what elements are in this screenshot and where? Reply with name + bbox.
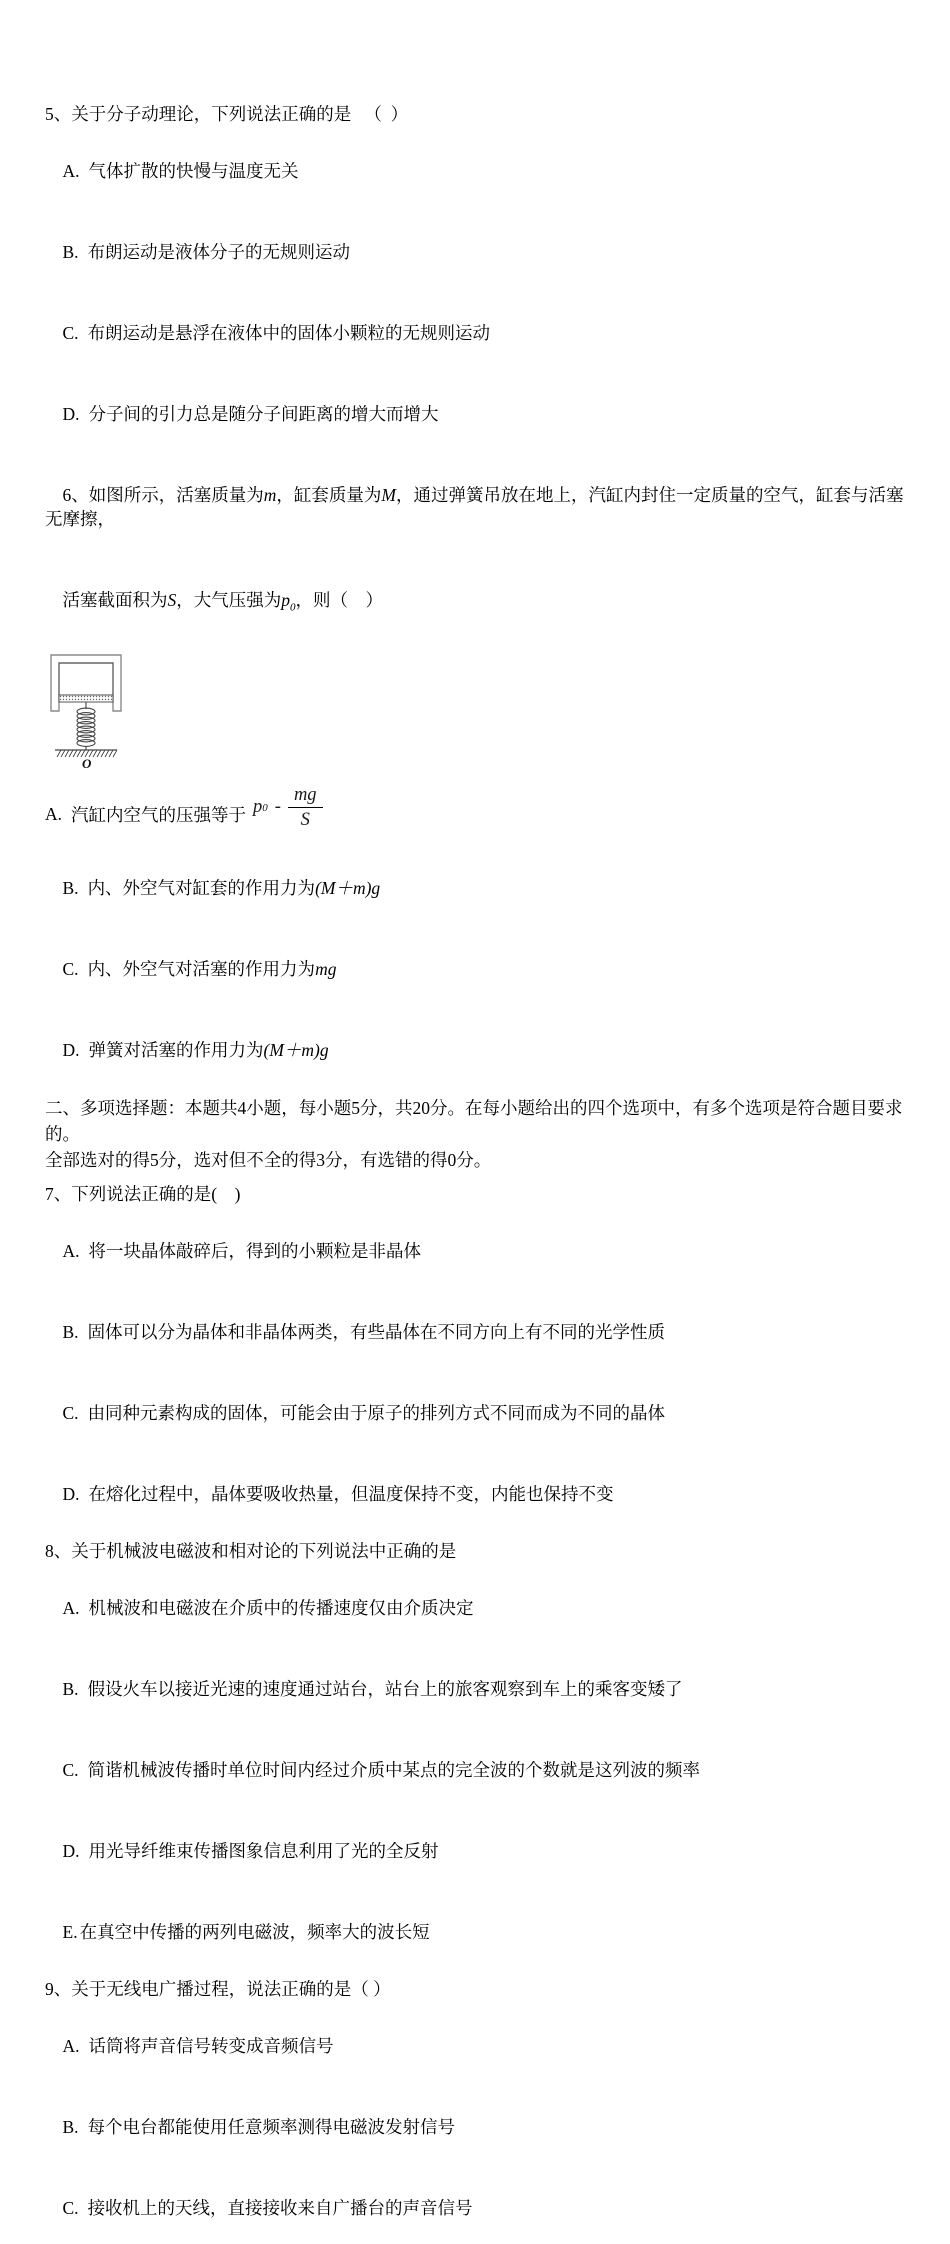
- option-text: 由同种元素构成的固体，可能会由于原子的排列方式不同而成为不同的晶体: [87, 1402, 666, 1423]
- section-2-header-line1: 二、多项选择题：本题共4小题，每小题5分，共20分。在每小题给出的四个选项中，有多个选项是符合题目要求的。: [45, 1097, 903, 1144]
- stem-text: ，则（ ）: [295, 590, 383, 610]
- question-9-option-c: [45, 2172, 908, 2244]
- variable-M: M: [381, 485, 396, 505]
- question-7-option-c: [45, 1377, 908, 1449]
- option-text: 内、外空气对缸套的作用力为: [87, 877, 316, 898]
- option-text: 内、外空气对活塞的作用力为: [87, 958, 316, 979]
- option-text: 布朗运动是悬浮在液体中的固体小颗粒的无规则运动: [87, 323, 491, 343]
- question-8-stem: 8、关于机械波电磁波和相对论的下列说法中正确的是: [45, 1540, 457, 1561]
- stem-text: ，通过弹簧吊放在地上，汽缸内封住一定质量的空气，缸套与活塞无摩擦，: [45, 485, 904, 529]
- section-2-header-line2: 全部选对的得5分，选对但不全的得3分，有选错的得0分。: [45, 1149, 492, 1170]
- option-text: 分子间的引力总是随分子间距离的增大而增大: [88, 404, 439, 424]
- option-label: C.: [62, 1402, 79, 1423]
- question-6-option-a: [45, 784, 908, 842]
- fraction-denominator: S: [300, 810, 310, 830]
- option-label: B.: [62, 1678, 79, 1699]
- question-7-option-d: [45, 1458, 908, 1530]
- option-text: 在熔化过程中，晶体要吸收热量，但温度保持不变，内能也保持不变: [88, 1483, 614, 1504]
- option-text: 在真空中传播的两列电磁波，频率大的波长短: [79, 1921, 430, 1942]
- piston-cylinder-figure: [47, 653, 908, 776]
- question-5-stem: 5、关于分子动理论，下列说法正确的是 （ ）: [45, 104, 409, 124]
- variable-m: m: [263, 485, 277, 505]
- option-text: 每个电台都能使用任意频率测得电磁波发射信号: [87, 2116, 456, 2137]
- option-label: C.: [62, 323, 79, 343]
- option-label: C.: [62, 2197, 79, 2218]
- question-6-option-b: [45, 852, 908, 924]
- option-text: 接收机上的天线，直接接收来自广播台的声音信号: [87, 2197, 473, 2218]
- variable-p-subscript: 0: [290, 601, 296, 614]
- option-label: B.: [62, 242, 79, 262]
- option-label: D.: [62, 1483, 80, 1504]
- option-label: E.: [62, 1921, 78, 1942]
- option-label: B.: [62, 1321, 79, 1342]
- stem-text: 6、如图所示，活塞质量为: [62, 485, 264, 505]
- option-text: 布朗运动是液体分子的无规则运动: [87, 242, 351, 262]
- question-7-option-b: [45, 1296, 908, 1368]
- variable-S: S: [167, 590, 177, 610]
- question-6-stem-line1: [45, 459, 908, 555]
- option-label: A.: [45, 804, 63, 824]
- option-math: (M＋m)g: [263, 1039, 329, 1060]
- option-math: (M＋m)g: [315, 877, 381, 898]
- option-text: 弹簧对活塞的作用力为: [88, 1039, 264, 1060]
- origin-label: O: [82, 755, 92, 771]
- question-5-option-a: [45, 135, 908, 207]
- question-6-stem-line2: [45, 564, 908, 644]
- piston: [59, 695, 113, 702]
- option-label: D.: [62, 1039, 80, 1060]
- question-6-option-d: [45, 1014, 908, 1086]
- option-label: C.: [62, 1759, 79, 1780]
- option-label: A.: [62, 1240, 80, 1261]
- cylinder-cavity: [59, 663, 113, 695]
- option-text: 固体可以分为晶体和非晶体两类，有些晶体在不同方向上有不同的光学性质: [87, 1321, 666, 1342]
- question-5-option-c: [45, 297, 908, 369]
- question-8-option-a: [45, 1572, 908, 1644]
- formula-p: p: [253, 797, 263, 817]
- pressure-formula: [253, 784, 323, 831]
- piston-cylinder-svg: [47, 653, 125, 771]
- question-8-option-b: [45, 1653, 908, 1725]
- option-label: D.: [62, 404, 80, 424]
- option-text: 汽缸内空气的压强等于: [71, 805, 247, 825]
- option-text: 机械波和电磁波在介质中的传播速度仅由介质决定: [88, 1597, 474, 1618]
- option-label: D.: [62, 1840, 80, 1861]
- option-text: 用光导纤维束传播图象信息利用了光的全反射: [88, 1840, 439, 1861]
- question-9-option-a: [45, 2010, 908, 2082]
- question-9-stem: 9、关于无线电广播过程，说法正确的是（ ）: [45, 1978, 391, 1999]
- spring: [77, 708, 95, 746]
- stem-text: ，大气压强为: [176, 590, 282, 610]
- question-7-option-a: [45, 1215, 908, 1287]
- option-text: 简谐机械波传播时单位时间内经过介质中某点的完全波的个数就是这列波的频率: [87, 1759, 701, 1780]
- stem-text: ，缸套质量为: [276, 485, 382, 505]
- option-text: 气体扩散的快慢与温度无关: [88, 161, 299, 181]
- variable-p: p: [281, 590, 290, 610]
- formula-minus: -: [274, 797, 281, 817]
- option-label: A.: [62, 1597, 80, 1618]
- question-9-option-b: [45, 2091, 908, 2163]
- formula-fraction: [288, 784, 323, 831]
- question-8-option-e: [45, 1896, 908, 1968]
- option-math: mg: [315, 958, 337, 979]
- stem-text: 活塞截面积为: [62, 590, 168, 610]
- question-8-option-d: [45, 1815, 908, 1887]
- fraction-numerator: mg: [288, 784, 323, 808]
- option-label: B.: [62, 2116, 79, 2137]
- option-text: 假设火车以接近光速的速度通过站台，站台上的旅客观察到车上的乘客变矮了: [87, 1678, 683, 1699]
- question-5-option-d: [45, 378, 908, 450]
- section-2-header: [45, 1095, 908, 1173]
- option-label: C.: [62, 958, 79, 979]
- question-8-option-c: [45, 1734, 908, 1806]
- option-label: B.: [62, 877, 79, 898]
- formula-p-subscript: 0: [262, 801, 268, 814]
- question-6-option-c: [45, 933, 908, 1005]
- option-text: 话筒将声音信号转变成音频信号: [88, 2035, 334, 2056]
- option-text: 将一块晶体敲碎后，得到的小颗粒是非晶体: [88, 1240, 422, 1261]
- question-7-stem: 7、下列说法正确的是( ): [45, 1183, 241, 1204]
- option-label: A.: [62, 2035, 80, 2056]
- option-label: A.: [62, 161, 80, 181]
- question-5-option-b: [45, 216, 908, 288]
